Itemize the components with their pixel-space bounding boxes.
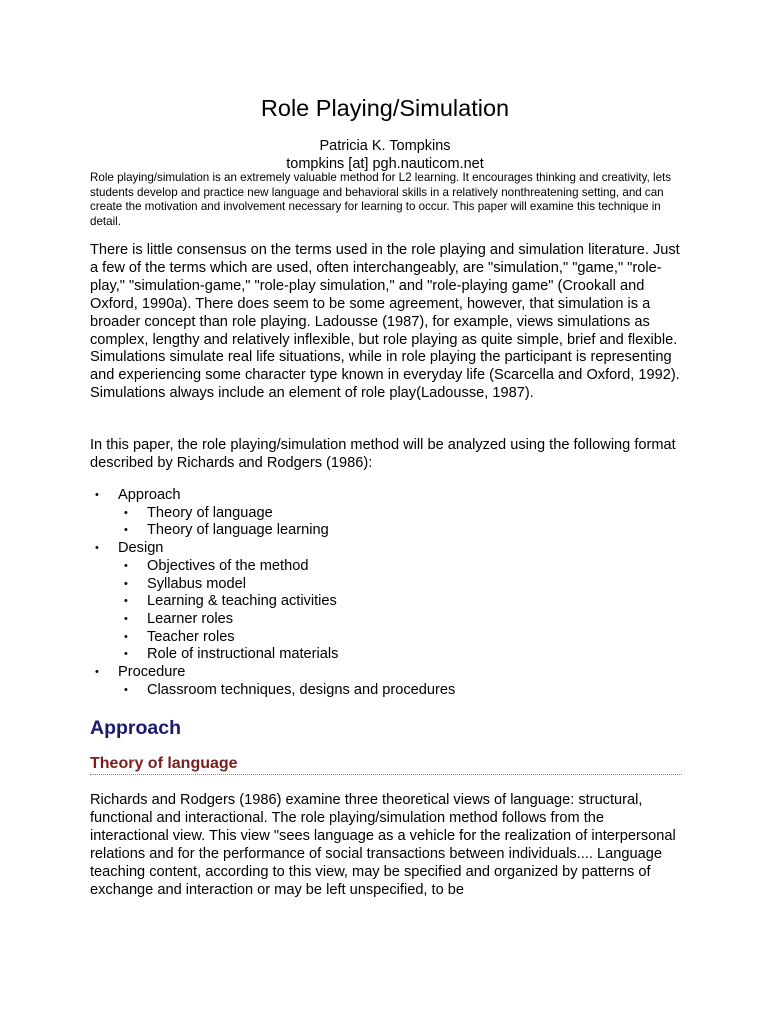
bullet-icon: • <box>124 595 128 608</box>
outline-item: • Teacher roles <box>124 628 235 645</box>
bullet-icon: • <box>95 666 99 679</box>
bullet-icon: • <box>124 630 128 643</box>
document-title: Role Playing/Simulation <box>260 95 510 121</box>
outline-item: • Role of instructional materials <box>124 646 339 663</box>
author-name: Patricia K. Tompkins <box>319 138 451 154</box>
bullet-icon: • <box>124 559 128 572</box>
outline-item: • Objectives of the method <box>124 557 309 574</box>
section-heading-approach: Approach <box>90 717 182 739</box>
outline-item: • Theory of language learning <box>124 522 329 539</box>
outline-item: • Learner roles <box>124 610 233 627</box>
abstract-text: Role playing/simulation is an extremely valuable method for L2 learning. It encourages thinking and creativity, lets students develop and practice new language and behavioral skills in a relatively nonthreatening setting, and can create the motivation and involvement necessary for learning to occur. This paper will examine this technique in detail. <box>90 171 672 228</box>
outline-list <box>90 487 680 699</box>
dotted-divider <box>90 774 682 775</box>
intro-paragraph: There is little consensus on the terms used in the role playing and simulation literature. Just a few of the terms which are used, often interchangeably, are "simulation," "game," "role-play," "simulation-game," "role-play simulation," and "role-playing game" (Crookall and Oxford, 1990a). There does seem to be some agreement, however, that simulation is a broader concept than role playing. Ladousse (1987), for example, views simulations as complex, lengthy and relatively inflexible, but role playing as quite simple, brief and flexible. Simulations simulate real life situations, while in role playing the participant is representing and experiencing some character type known in everyday life (Scarcella and Oxford, 1992). Simulations always include an element of role play(Ladousse, 1987). <box>90 242 680 402</box>
bullet-icon: • <box>124 683 128 696</box>
bullet-icon: • <box>95 489 99 501</box>
outline-item: • Approach <box>95 487 181 503</box>
bullet-icon: • <box>124 612 128 625</box>
outline-item: • Design <box>95 540 164 557</box>
bullet-icon: • <box>124 577 128 590</box>
outline-item: • Theory of language <box>124 504 273 521</box>
outline-item: • Learning & teaching activities <box>124 593 337 610</box>
theory-paragraph: Richards and Rodgers (1986) examine three theoretical views of language: structural, functional and interactional. The role playing/simulation method follows from the interactional view. This view "sees language as a vehicle for the realization of interpersonal relations and for the performance of social transactions between individuals.... Language teaching content, according to this view, may be specified and organized by patterns of exchange and interaction or may be left unspecified, to be <box>90 792 676 898</box>
bullet-icon: • <box>124 506 128 519</box>
format-paragraph: In this paper, the role playing/simulation method will be analyzed using the following format described by Richards and Rodgers (1986): <box>90 437 676 471</box>
subsection-heading-theory-of-language: Theory of language <box>90 755 238 772</box>
author-email: tompkins [at] pgh.nauticom.net <box>286 156 484 172</box>
bullet-icon: • <box>95 542 99 555</box>
outline-item: • Procedure <box>95 664 186 681</box>
outline-item: • Classroom techniques, designs and procedures <box>124 681 456 698</box>
outline-item: • Syllabus model <box>124 575 246 592</box>
bullet-icon: • <box>124 648 128 661</box>
bullet-icon: • <box>124 524 128 537</box>
